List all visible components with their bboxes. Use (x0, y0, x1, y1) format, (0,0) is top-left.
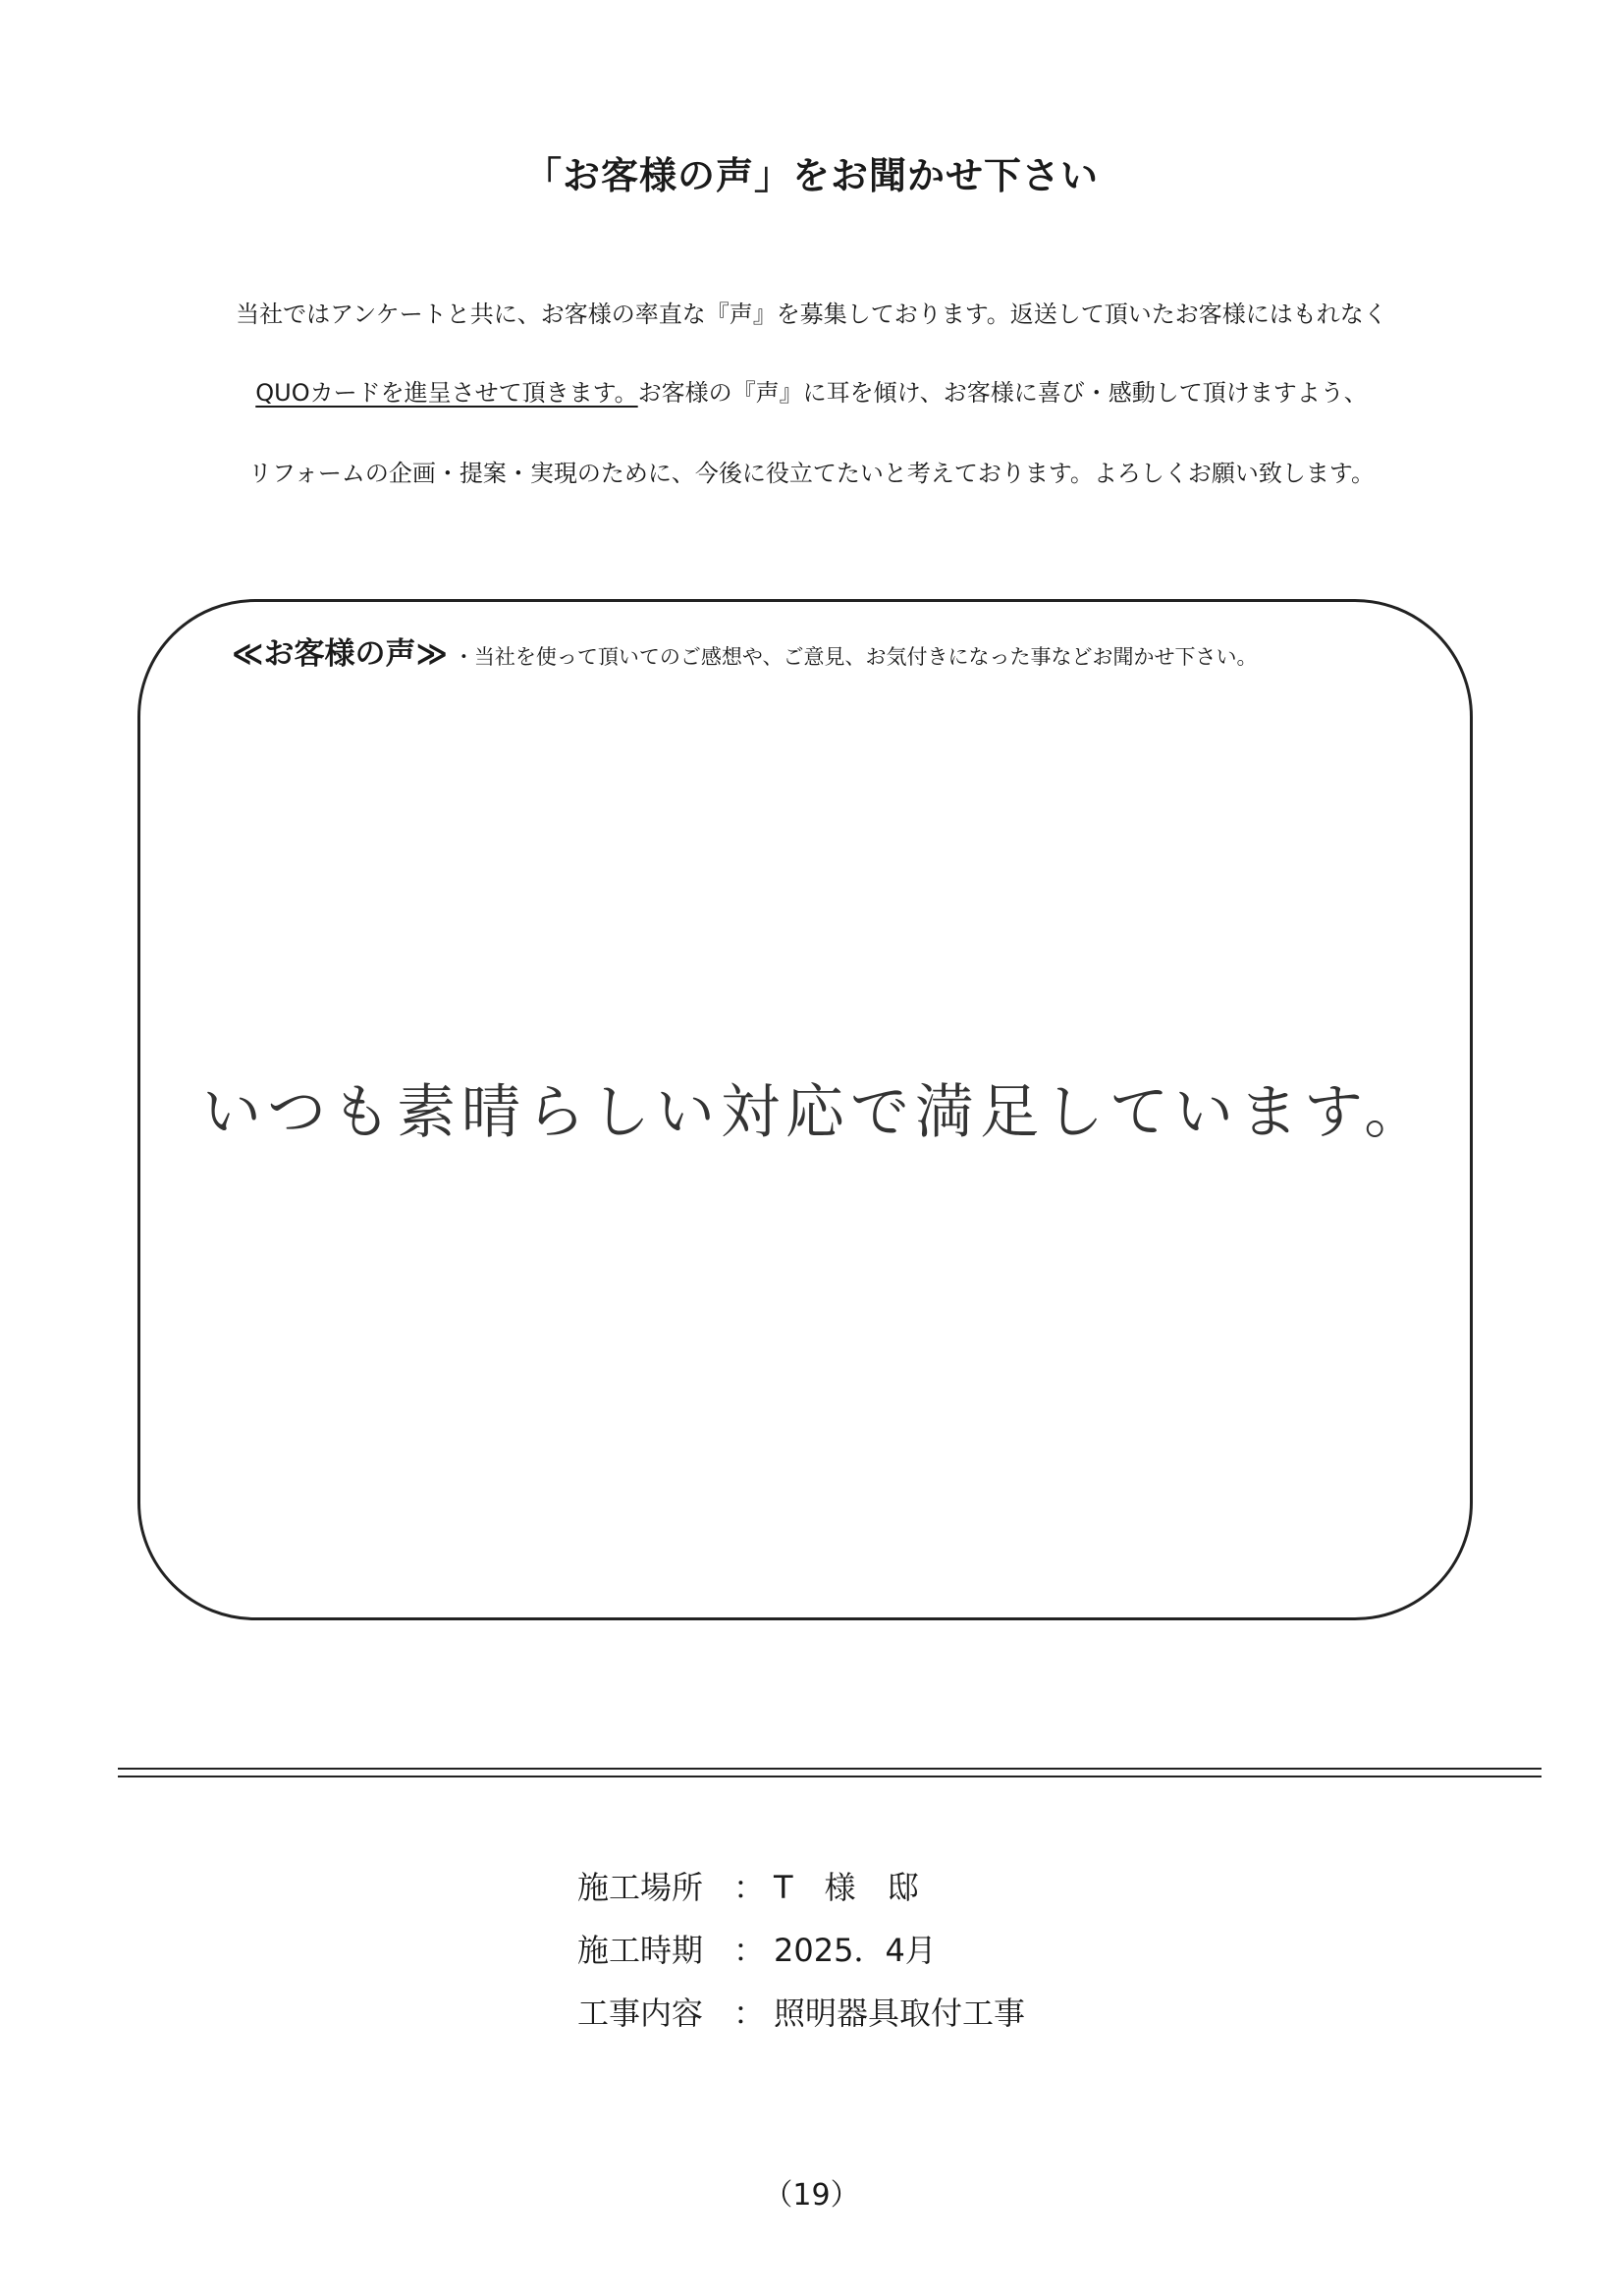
info-row-period (577, 1919, 1025, 1982)
voice-box-note: ・当社を使って頂いてのご感想や、ご意見、お気付きになった事などお聞かせ下さい。 (453, 645, 1258, 669)
info-separator: ： (732, 1932, 765, 1969)
voice-box-label: ≪お客様の声≫ (232, 636, 448, 672)
voice-box-header (232, 629, 1257, 673)
page-title: 「お客様の声」をお聞かせ下さい (523, 154, 1099, 197)
info-value: 2025．4月 (774, 1932, 937, 1969)
handwritten-comment: いつも素晴らしい対応で満足しています。 (202, 1078, 1430, 1147)
info-separator: ： (732, 1995, 765, 2032)
info-value: T 様 邸 (774, 1869, 919, 1906)
divider-line (118, 1768, 1542, 1770)
construction-info (577, 1856, 1025, 2045)
intro-line-2-rest: お客様の『声』に耳を傾け、お客様に喜び・感動して頂けますよう、 (637, 379, 1368, 407)
intro-line-1: 当社ではアンケートと共に、お客様の率直な『声』を募集しております。返送して頂いたお客様にはもれなく (236, 301, 1387, 328)
info-label: 工事内容 (577, 1995, 704, 2032)
info-row-work (577, 1982, 1025, 2045)
info-label: 施工場所 (577, 1869, 704, 1906)
intro-line-3: リフォームの企画・提案・実現のために、今後に役立てたいと考えております。よろしくお願い致します。 (248, 460, 1375, 487)
divider-line (118, 1776, 1542, 1777)
info-separator: ： (732, 1869, 765, 1906)
info-row-location (577, 1856, 1025, 1919)
info-label: 施工時期 (577, 1932, 704, 1969)
intro-underlined-text: QUOカードを進呈させて頂きます。 (255, 379, 638, 407)
info-value: 照明器具取付工事 (774, 1995, 1026, 2032)
page-number: （19） (763, 2178, 860, 2213)
intro-line-2 (0, 373, 1623, 408)
